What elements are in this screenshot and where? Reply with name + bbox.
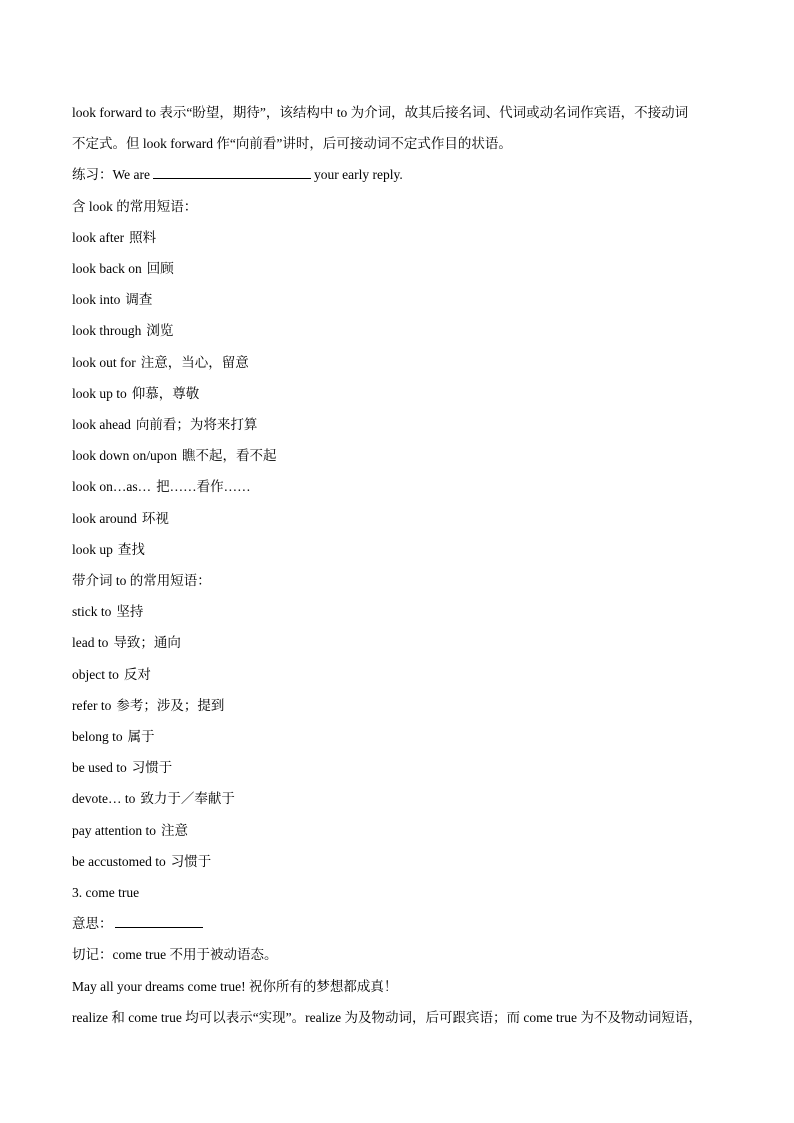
phrase-en: refer to [72,697,112,713]
list-item [72,752,732,783]
intro-line-1: look forward to 表示“盼望，期待”，该结构中 to 为介词，故其后接名词、代词或动名词作宾语，不接动词 [72,105,689,120]
phrase-cn: 把……看作…… [156,479,251,495]
phrase-en: look on…as… [72,479,152,495]
list-item [72,284,732,315]
phrase-en: look ahead [72,417,131,433]
list-item [72,440,732,471]
come-true-note: 切记：come true 不用于被动语态。 [72,947,278,963]
phrase-en: look up to [72,385,127,401]
come-true-heading: 3. come true [72,885,140,901]
phrase-cn: 注意，当心，留意 [140,354,249,370]
list-item [72,503,732,534]
phrase-en: look out for [72,354,136,370]
look-phrase-list [72,222,732,565]
phrase-en: object to [72,666,119,682]
phrase-en: devote… to [72,791,136,807]
phrase-cn: 环视 [141,510,169,526]
list-item [72,222,732,253]
meaning-label: 意思： [72,916,113,932]
phrase-cn: 查找 [117,541,145,557]
phrase-en: be used to [72,760,127,776]
phrase-cn: 仰慕，尊敬 [131,385,200,401]
look-section-heading: 含 look 的常用短语： [72,198,198,214]
list-item [72,690,732,721]
phrase-en: be accustomed to [72,853,166,869]
list-item [72,659,732,690]
come-true-example: May all your dreams come true! 祝你所有的梦想都成真！ [72,978,398,994]
phrase-cn: 属于 [127,729,155,745]
list-item [72,846,732,877]
phrase-cn: 习惯于 [170,853,212,869]
list-item [72,627,732,658]
list-item [72,253,732,284]
list-item [72,783,732,814]
phrase-en: look up [72,541,113,557]
phrase-cn: 导致；通向 [113,635,181,651]
come-true-compare: realize 和 come true 均可以表示“实现”。realize 为及物动词，后可跟宾语；而 come true 为不及物动词短语， [72,1009,702,1025]
phrase-en: look through [72,323,142,339]
exercise-tail: your early reply. [314,167,403,183]
list-item [72,534,732,565]
list-item [72,347,732,378]
list-item [72,471,732,502]
phrase-en: look after [72,229,125,245]
to-phrase-list [72,596,732,877]
list-item [72,815,732,846]
phrase-en: lead to [72,635,109,651]
phrase-cn: 注意 [160,822,188,838]
phrase-cn: 调查 [125,292,153,308]
exercise-label: 练习：We are [72,167,151,183]
meaning-blank[interactable] [115,915,203,928]
phrase-en: belong to [72,729,123,745]
phrase-en: look into [72,292,121,308]
phrase-en: pay attention to [72,822,156,838]
phrase-en: stick to [72,604,112,620]
to-section-heading: 带介词 to 的常用短语： [72,573,211,589]
phrase-cn: 照料 [129,229,157,245]
phrase-en: look around [72,510,137,526]
phrase-en: look back on [72,261,142,277]
list-item [72,409,732,440]
exercise-line [72,159,732,190]
list-item [72,378,732,409]
phrase-cn: 参考；涉及；提到 [116,697,225,713]
phrase-cn: 浏览 [146,323,174,339]
phrase-cn: 向前看；为将来打算 [135,417,258,433]
exercise-blank[interactable] [153,166,311,179]
phrase-cn: 坚持 [116,604,144,620]
list-item [72,315,732,346]
phrase-en: look down on/upon [72,448,178,464]
list-item [72,596,732,627]
intro-line-2: 不定式。但 look forward 作“向前看”讲时，后可接动词不定式作目的状语。 [72,136,512,152]
phrase-cn: 反对 [123,666,151,682]
meaning-line [72,908,732,939]
phrase-cn: 回顾 [146,261,174,277]
phrase-cn: 瞧不起，看不起 [182,448,277,464]
phrase-cn: 致力于／奉献于 [140,791,235,807]
phrase-cn: 习惯于 [131,760,173,776]
list-item [72,721,732,752]
document-page [72,97,732,1033]
